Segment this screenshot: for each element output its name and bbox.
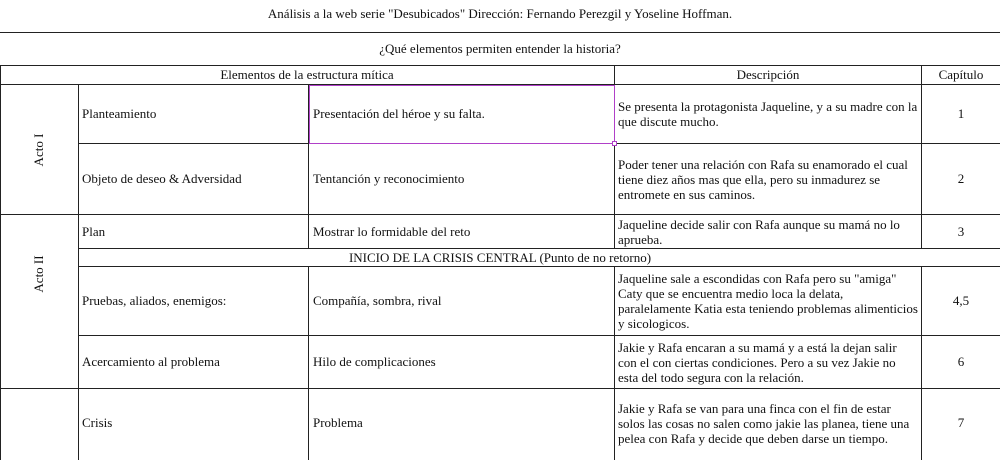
crisis-banner: INICIO DE LA CRISIS CENTRAL (Punto de no retorno)	[348, 250, 652, 265]
table-cell-element: Acercamiento al problema	[82, 354, 220, 369]
header-structure: Elementos de la estructura mítica	[220, 67, 394, 82]
table-cell-chapter: 3	[957, 223, 965, 239]
table-cell-chapter: 1	[957, 106, 965, 121]
table-cell-chapter: 6	[957, 354, 965, 369]
act-label: Acto I	[31, 133, 46, 167]
table-cell-description: Poder tener una relación con Rafa su enamorado el cual tiene diez años mas que ella, pero su inmadurez se entromete en sus caminos.	[618, 156, 908, 202]
table-cell-element: Crisis	[82, 415, 113, 430]
table-cell-description: Se presenta la protagonista Jaqueline, y a su madre con la que discute mucho.	[618, 99, 918, 129]
table-cell-description: Jakie y Rafa se van para una finca con el fin de estar solos las cosas no salen como jakie las planea, tiene una pelea con Rafa y decide que deben darse un tiempo.	[618, 400, 910, 446]
table-cell-aspect: Tentanción y reconocimiento	[313, 171, 465, 186]
table-cell-chapter: 4,5	[952, 293, 970, 308]
table-cell-chapter: 7	[957, 415, 965, 430]
divider	[0, 32, 1000, 33]
act-label: Acto II	[31, 255, 46, 293]
table-cell-aspect[interactable]: Presentación del héroe y su falta.	[313, 106, 485, 121]
table-cell-element: Objeto de deseo & Adversidad	[82, 171, 242, 186]
table-cell-description: Jaqueline sale a escondidas con Rafa pero su "amiga" Caty que se encuentra medio loca la delata, paralelamente Katia esta teniendo problemas alimenticios y sicologicos.	[618, 271, 918, 331]
col-border	[308, 266, 309, 460]
table-cell-description: Jaqueline decide salir con Rafa aunque su mamá no lo aprueba.	[618, 216, 900, 247]
col-border	[78, 84, 79, 460]
table-cell-aspect: Mostrar lo formidable del reto	[313, 223, 471, 239]
table-cell-element: Plan	[82, 223, 106, 239]
header-description: Descripción	[736, 67, 800, 82]
table-cell-element: Planteamiento	[82, 106, 157, 121]
table-cell-aspect: Compañía, sombra, rival	[313, 293, 442, 308]
table-left-border	[0, 65, 1, 460]
table-cell-aspect: Hilo de complicaciones	[313, 354, 436, 369]
header-chapter: Capítulo	[938, 67, 984, 82]
table-cell-chapter: 2	[957, 171, 965, 186]
table-cell-element: Pruebas, aliados, enemigos:	[82, 293, 227, 308]
table-cell-aspect: Problema	[313, 415, 363, 430]
document-title: Análisis a la web serie "Desubicados" Dirección: Fernando Perezgil y Yoseline Hoffman.	[267, 6, 733, 21]
cell-selection-outline[interactable]	[309, 85, 615, 144]
table-cell-description: Jakie y Rafa encaran a su mamá y a está la dejan salir con el con ciertas condiciones. Pero a su vez Jakie no esta del todo segura con la relación.	[618, 339, 897, 385]
question-heading: ¿Qué elementos permiten entender la historia?	[379, 41, 621, 56]
